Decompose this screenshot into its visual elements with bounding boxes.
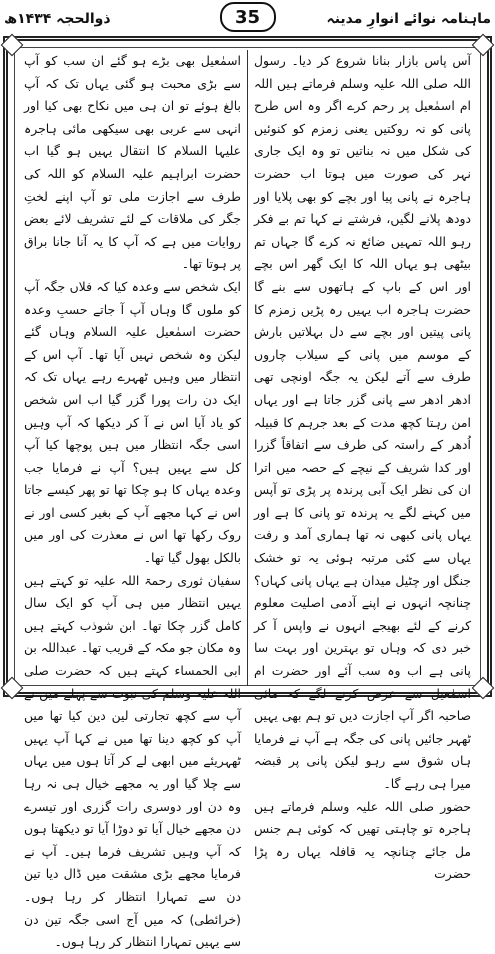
text-line: ایک شخص سے وعدہ کیا کہ فلاں جگہ آپ کو ملوں گا وہاں آپ آ جاتے حسبِ وعدہ حضرت اسمٰعیل علیہ السلام وہاں گئے لیکن وہ شخص نہیں آیا تھا۔ آپ اس کے انتظار میں وہیں (24, 278, 241, 385)
paragraph (24, 276, 241, 570)
left-column (18, 50, 247, 950)
issue-date: ذوالحجہ ۱۴۳۴ھ (4, 11, 111, 27)
text-line: نہر کی صورت میں ہوتا اب حضرت ہاجرہ نے پانی پیا اور بچے کو بھی پلایا اور دودھ پلانے لگیں، فرشتے نے کہا تم بے فکر رہو اللہ تمہیں ضائع نہ کرے گا جہاں تم بیٹھی ہو یہاں اللہ کا (254, 165, 471, 272)
text-line: صلی اللہ علیہ وسلم کی نبوت سے پہلے میں نے آپ سے کچھ تجارتی لین دین کیا تھا میں آپ کو کچھ دینا تھا میں نے کہا آپ یہیں ٹھہریئے میں ابھی لے کر آتا ہوں میں یہاں سے چلا گیا اور یہ (24, 663, 241, 791)
text-line: آس پاس بازار بنانا شروع کر دیا۔ رسول اللہ صلی اللہ علیہ وسلم فرماتے ہیں اللہ ام اسمٰعیل پر رحم کرے اگر وہ اس طرح پانی کو نہ روکتیں یعنی زمزم کو کنوئیں کی شکل میں نہ بناتیں تو وہ ایک جاری (254, 53, 471, 159)
text-line: ایک گھر اس بچے اور اس کے باپ کے ہاتھوں سے بنے گا حضرت ہاجرہ اب یہیں رہ پڑیں زمزم کا پانی پیتیں اور بچے سے دل بہلاتیں بارش کے موسم میں پانی کے سیلاب چاروں طرف (254, 256, 471, 385)
text-columns (18, 50, 477, 950)
text-line: کے حصہ میں اترا ان کی نظر ایک آبی پرندہ پر پڑی تو آپس میں کہنے لگے یہ پرندہ تو پانی کا ہے اور یہاں پانی کبھی نہ تھا ہماری آمد و رفت یہاں سے کئی مرتبہ ہوئی یہ تو خشک جنگل اور (254, 459, 471, 588)
paragraph (254, 796, 471, 886)
right-column (248, 50, 477, 882)
paragraph (254, 50, 471, 796)
paragraph (24, 50, 241, 276)
text-line: مجھے خیال ہی نہ رہا وہ دن اور دوسری رات گزری اور تیسرے دن مجھے خیال آیا تو دوڑا آیا تو دیکھتا ہوں کہ آپ وہیں تشریف فرما ہیں۔ آپ نے فرمایا مجھے بڑی مشقت میں ڈال دیا (24, 776, 241, 882)
page-number-badge (220, 2, 276, 32)
page-number: 35 (234, 6, 261, 28)
text-line: آئے اور حضرت ام اسمٰعیل سے عرض کرنے لگے کہ مائی صاحبہ اگر آپ اجازت دیں تو ہم بھی یہیں ٹھہر جائیں پانی کی جگہ ہے آپ نے فرمایا ہاں شوق سے رہو لیکن پانی پر قبضہ میرا (254, 663, 471, 791)
text-line: سے آتے لیکن یہ جگہ اونچی تھی ادھر ادھر سے پانی گزر جاتا ہے اور یہاں امن رہتا کچھ مدت کے بعد جرہم کا قبیلہ اُدھر کے راستہ کی طرف سے اتفاقاً گزرا اور کدا شریف کے نیچے (254, 369, 471, 475)
text-line: حضور صلی اللہ علیہ وسلم فرماتے ہیں ہاجرہ تو چاہتی تھیں کہ کوئی ہم جنس مل جائے چنانچہ یہ قافلہ یہاں رہ پڑا حضرت (254, 798, 471, 882)
text-line: اسمٰعیل بھی بڑے ہو گئے ان سب کو آپ سے بڑی محبت ہو گئی یہاں تک کہ آپ بالغ ہوئے تو ان ہی میں نکاح بھی کیا اور انہی سے عربی بھی سیکھی مائی ہاجرہ علیہا السلام کا انتقال یہیں ہو گیا اب (24, 53, 241, 159)
text-line: ہی رہے گا۔ (383, 776, 447, 791)
text-line: تین دن سے تمہارا انتظار کر رہا ہوں۔ (خرائطی) کہ میں آج اسی جگہ تین دن سے یہیں تمہارا انتظار کر رہا ہوں۔ (24, 866, 241, 950)
text-line: ٹھہرے رہے یہاں تک کہ ایک دن رات پورا گزر گیا اب اس شخص کو یاد آیا اس نے آ کر دیکھا کہ آپ وہیں اسی جگہ انتظار میں ہیں پوچھا کیا آپ کل سے یہیں ہیں؟ آپ نے فرمایا جب (24, 369, 241, 475)
paragraph (24, 570, 241, 954)
text-line: وعدہ یہاں کا ہو چکا تھا تو پھر کیسے جاتا اس نے کہا مجھے آپ کے بغیر کسی اور نے روک رکھا تھا اس نے معذرت کی اور میں بالکل بھول گیا تھا۔ (24, 482, 241, 566)
text-line: سفیان ثوری رحمۃ اللہ علیہ تو کہتے ہیں یہیں انتظار میں ہی آپ کو ایک سال کامل گزر چکا تھا۔ ابن شوذب کہتے ہیں وہ مکان جو مکہ کے قریب تھا۔ عبداللہ بن ابی الحمساء کہتے ہیں کہ حضرت (24, 572, 241, 679)
magazine-title: ماہنامہ نوائے انوارِ مدینہ (326, 11, 491, 27)
text-line: چٹیل میدان ہے یہاں پانی کہاں؟ چنانچہ انہوں نے اپنے آدمی اصلیت معلوم کرنے کے لئے بھیجے انہوں نے واپس آ کر خبر دی کہ وہاں تو بہترین اور بہت سا پانی ہے اب وہ سب (254, 572, 471, 679)
text-line: حضرت ابراہیم علیہ السلام کو اللہ کی طرف سے اجازت ملی تو آپ اپنے لختِ جگر کی ملاقات کے لئے تشریف لائے بعض روایات میں ہے کہ آپ کا یہ آنا جانا براق پر ہوتا تھا۔ (24, 165, 241, 272)
